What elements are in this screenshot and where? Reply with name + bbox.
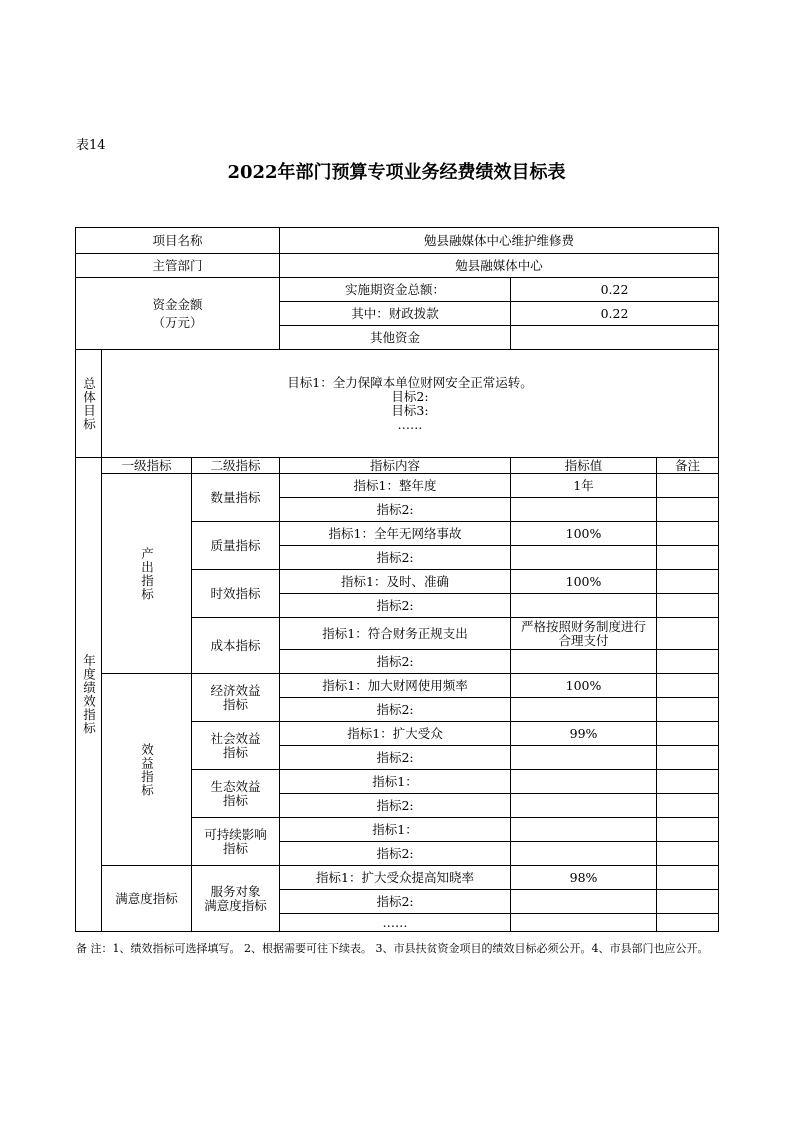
note-cell	[657, 914, 719, 932]
funds-fiscal-value: 0.22	[511, 302, 719, 326]
value-cell	[511, 650, 657, 674]
sustainable-indicator-label	[192, 818, 280, 866]
economic-row1: 指标1：加大财网使用频率	[280, 674, 511, 698]
funds-total-value: 0.22	[511, 278, 719, 302]
funds-fiscal-label: 其中：财政拨款	[280, 302, 511, 326]
service-satisfaction-label	[192, 866, 280, 932]
note-cell	[657, 594, 719, 618]
note-cell	[657, 498, 719, 522]
ecological-row2: 指标2:	[280, 794, 511, 818]
quality-row1-value: 100%	[511, 522, 657, 546]
ecological-row1: 指标1：	[280, 770, 511, 794]
note-cell	[657, 722, 719, 746]
satisfaction-indicators-label: 满意度指标	[102, 866, 192, 932]
timeliness-indicator-label: 时效指标	[192, 570, 280, 618]
benefit-indicators-label: 效益指标	[102, 674, 192, 866]
value-cell	[511, 914, 657, 932]
note-cell	[657, 618, 719, 650]
sustainable-row2: 指标2:	[280, 842, 511, 866]
note-cell	[657, 474, 719, 498]
social-label-line2: 指标	[223, 744, 249, 760]
satisfaction-row1-value: 98%	[511, 866, 657, 890]
social-row1: 指标1：扩大受众	[280, 722, 511, 746]
sustainable-label-line2: 指标	[223, 840, 249, 856]
note-cell	[657, 570, 719, 594]
value-cell	[511, 498, 657, 522]
quantity-row1-value: 1年	[511, 474, 657, 498]
header-note: 备注	[657, 458, 719, 474]
goal-line-1: 目标1：全力保障本单位财网安全正常运转。	[287, 374, 533, 390]
note-cell	[657, 770, 719, 794]
economic-indicator-label	[192, 674, 280, 722]
social-label-line1: 社会效益	[210, 730, 261, 746]
service-label-line2: 满意度指标	[204, 897, 267, 913]
quality-indicator-label: 质量指标	[192, 522, 280, 570]
value-cell	[511, 546, 657, 570]
timeliness-row2: 指标2:	[280, 594, 511, 618]
value-cell	[511, 890, 657, 914]
social-row1-value: 99%	[511, 722, 657, 746]
value-cell	[511, 842, 657, 866]
timeliness-row1-value: 100%	[511, 570, 657, 594]
overall-goal-label: 总体目标	[76, 350, 102, 458]
satisfaction-row2: 指标2:	[280, 890, 511, 914]
economic-label-line1: 经济效益	[210, 682, 261, 698]
project-name-label: 项目名称	[76, 228, 280, 254]
ecological-label-line1: 生态效益	[210, 778, 261, 794]
note-cell	[657, 698, 719, 722]
project-name-value: 勉县融媒体中心维护维修费	[280, 228, 719, 254]
note-cell	[657, 890, 719, 914]
funds-total-label: 实施期资金总额：	[280, 278, 511, 302]
value-cell	[511, 770, 657, 794]
dept-label: 主管部门	[76, 254, 280, 278]
note-cell	[657, 746, 719, 770]
value-cell	[511, 594, 657, 618]
header-level2: 二级指标	[192, 458, 280, 474]
quality-row2: 指标2:	[280, 546, 511, 570]
table-number: 表14	[76, 138, 106, 153]
cost-row1-value	[511, 618, 657, 650]
note-cell	[657, 866, 719, 890]
quantity-indicator-label: 数量指标	[192, 474, 280, 522]
goal-line-2: 目标2:	[391, 388, 429, 404]
satisfaction-row3: ……	[280, 914, 511, 932]
value-cell	[511, 794, 657, 818]
funds-label-line1: 资金金额	[152, 296, 203, 312]
performance-target-table	[75, 227, 719, 932]
value-cell	[511, 746, 657, 770]
cost-indicator-label: 成本指标	[192, 618, 280, 674]
header-content: 指标内容	[280, 458, 511, 474]
economic-row1-value: 100%	[511, 674, 657, 698]
document-title: 2022年部门预算专项业务经费绩效目标表	[227, 162, 566, 183]
timeliness-row1: 指标1：及时、准确	[280, 570, 511, 594]
funds-other-value	[511, 326, 719, 350]
header-value: 指标值	[511, 458, 657, 474]
header-level1: 一级指标	[102, 458, 192, 474]
sustainable-label-line1: 可持续影响	[204, 826, 267, 842]
cost-row2: 指标2:	[280, 650, 511, 674]
note-cell	[657, 546, 719, 570]
quality-row1: 指标1：全年无网络事故	[280, 522, 511, 546]
cost-value-line2: 合理支付	[558, 632, 609, 648]
service-label-line1: 服务对象	[210, 883, 261, 899]
note-cell	[657, 842, 719, 866]
note-cell	[657, 794, 719, 818]
overall-goal-content	[102, 350, 719, 458]
note-cell	[657, 674, 719, 698]
cost-row1: 指标1：符合财务正规支出	[280, 618, 511, 650]
goal-line-3: 目标3:	[391, 402, 429, 418]
funds-other-label: 其他资金	[280, 326, 511, 350]
goal-line-4: ……	[397, 416, 423, 432]
funds-label-line2: （万元）	[152, 314, 203, 330]
dept-value: 勉县融媒体中心	[280, 254, 719, 278]
value-cell	[511, 698, 657, 722]
quantity-row2: 指标2:	[280, 498, 511, 522]
satisfaction-row1: 指标1：扩大受众提高知晓率	[280, 866, 511, 890]
footnote: 备 注：1、绩效指标可选择填写。 2、根据需要可往下续表。 3、市县扶贫资金项目的绩效目标必须公开。4、市县部门也应公开。	[76, 942, 709, 955]
note-cell	[657, 818, 719, 842]
annual-indicators-label: 年度绩效指标	[76, 458, 102, 932]
social-indicator-label	[192, 722, 280, 770]
sustainable-row1: 指标1：	[280, 818, 511, 842]
note-cell	[657, 650, 719, 674]
social-row2: 指标2:	[280, 746, 511, 770]
economic-row2: 指标2:	[280, 698, 511, 722]
economic-label-line2: 指标	[223, 696, 249, 712]
value-cell	[511, 818, 657, 842]
output-indicators-label: 产出指标	[102, 474, 192, 674]
cost-value-line1: 严格按照财务制度进行	[521, 618, 647, 634]
note-cell	[657, 522, 719, 546]
ecological-indicator-label	[192, 770, 280, 818]
funds-label	[76, 278, 280, 350]
quantity-row1: 指标1：整年度	[280, 474, 511, 498]
ecological-label-line2: 指标	[223, 792, 249, 808]
